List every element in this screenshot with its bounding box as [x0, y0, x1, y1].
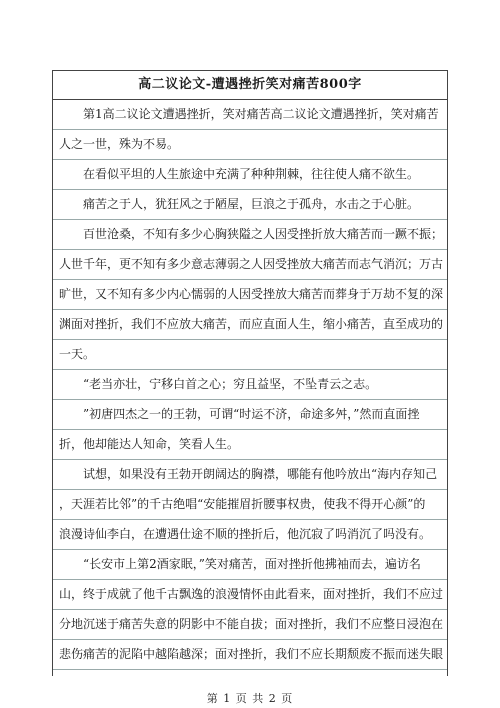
- document-body: [53, 100, 447, 670]
- text-line: 百世沧桑，不知有多少心胸狭隘之人因受挫折放大痛苦而一蹶不振；: [53, 220, 447, 250]
- document-page: [52, 70, 448, 676]
- page-footer: 第 1 页 共 2 页: [206, 692, 294, 705]
- text-line: 人世千年，更不知有多少意志薄弱之人因受挫放大痛苦而志气消沉；万古: [53, 250, 447, 280]
- text-line: 痛苦之于人，犹狂风之于陋屋，巨浪之于孤舟，水击之于心脏。: [53, 190, 447, 220]
- text-line: “长安市上第2酒家眠，”笑对痛苦，面对挫折他拂袖而去，遍访名: [53, 550, 447, 580]
- text-line: 山，终于成就了他千古飘逸的浪漫情怀由此看来，面对挫折，我们不应过: [53, 580, 447, 610]
- text-line: “老当亦壮，宁移白首之心；穷且益坚，不坠青云之志。: [53, 370, 447, 400]
- text-line: 悲伤痛苦的泥陷中越陷越深；面对挫折，我们不应长期颓废不振而迷失眼: [53, 640, 447, 670]
- text-line: 第1高二议论文遭遇挫折，笑对痛苦高二议论文遭遇挫折，笑对痛苦: [53, 100, 447, 130]
- text-line: 折，他却能达人知命，笑看人生。: [53, 430, 447, 460]
- text-line: 试想，如果没有王勃开朗阔达的胸襟，哪能有他吟放出“海内存知己: [53, 460, 447, 490]
- text-line: 旷世，又不知有多少内心懦弱的人因受挫放大痛苦而葬身于万劫不复的深: [53, 280, 447, 310]
- text-line: ”初唐四杰之一的王勃，可谓“时运不济，命途多舛，”然而直面挫: [53, 400, 447, 430]
- text-line: 分地沉迷于痛苦失意的阴影中不能自拔；面对挫折，我们不应整日浸泡在: [53, 610, 447, 640]
- text-line: 浪漫诗仙李白，在遭遇仕途不顺的挫折后，他沉寂了吗消沉了吗没有。: [53, 520, 447, 550]
- text-line: 一天。: [53, 340, 447, 370]
- text-line: ，天涯若比邻”的千古绝唱“安能摧眉折腰事权贵，使我不得开心颜”的: [53, 490, 447, 520]
- document-title: 高二议论文-遭遇挫折笑对痛苦800字: [53, 71, 447, 100]
- text-line: 在看似平坦的人生旅途中充满了种种荆棘，往往使人痛不欲生。: [53, 160, 447, 190]
- text-line: 渊面对挫折，我们不应放大痛苦，而应直面人生，缩小痛苦，直至成功的: [53, 310, 447, 340]
- text-line: 人之一世，殊为不易。: [53, 130, 447, 160]
